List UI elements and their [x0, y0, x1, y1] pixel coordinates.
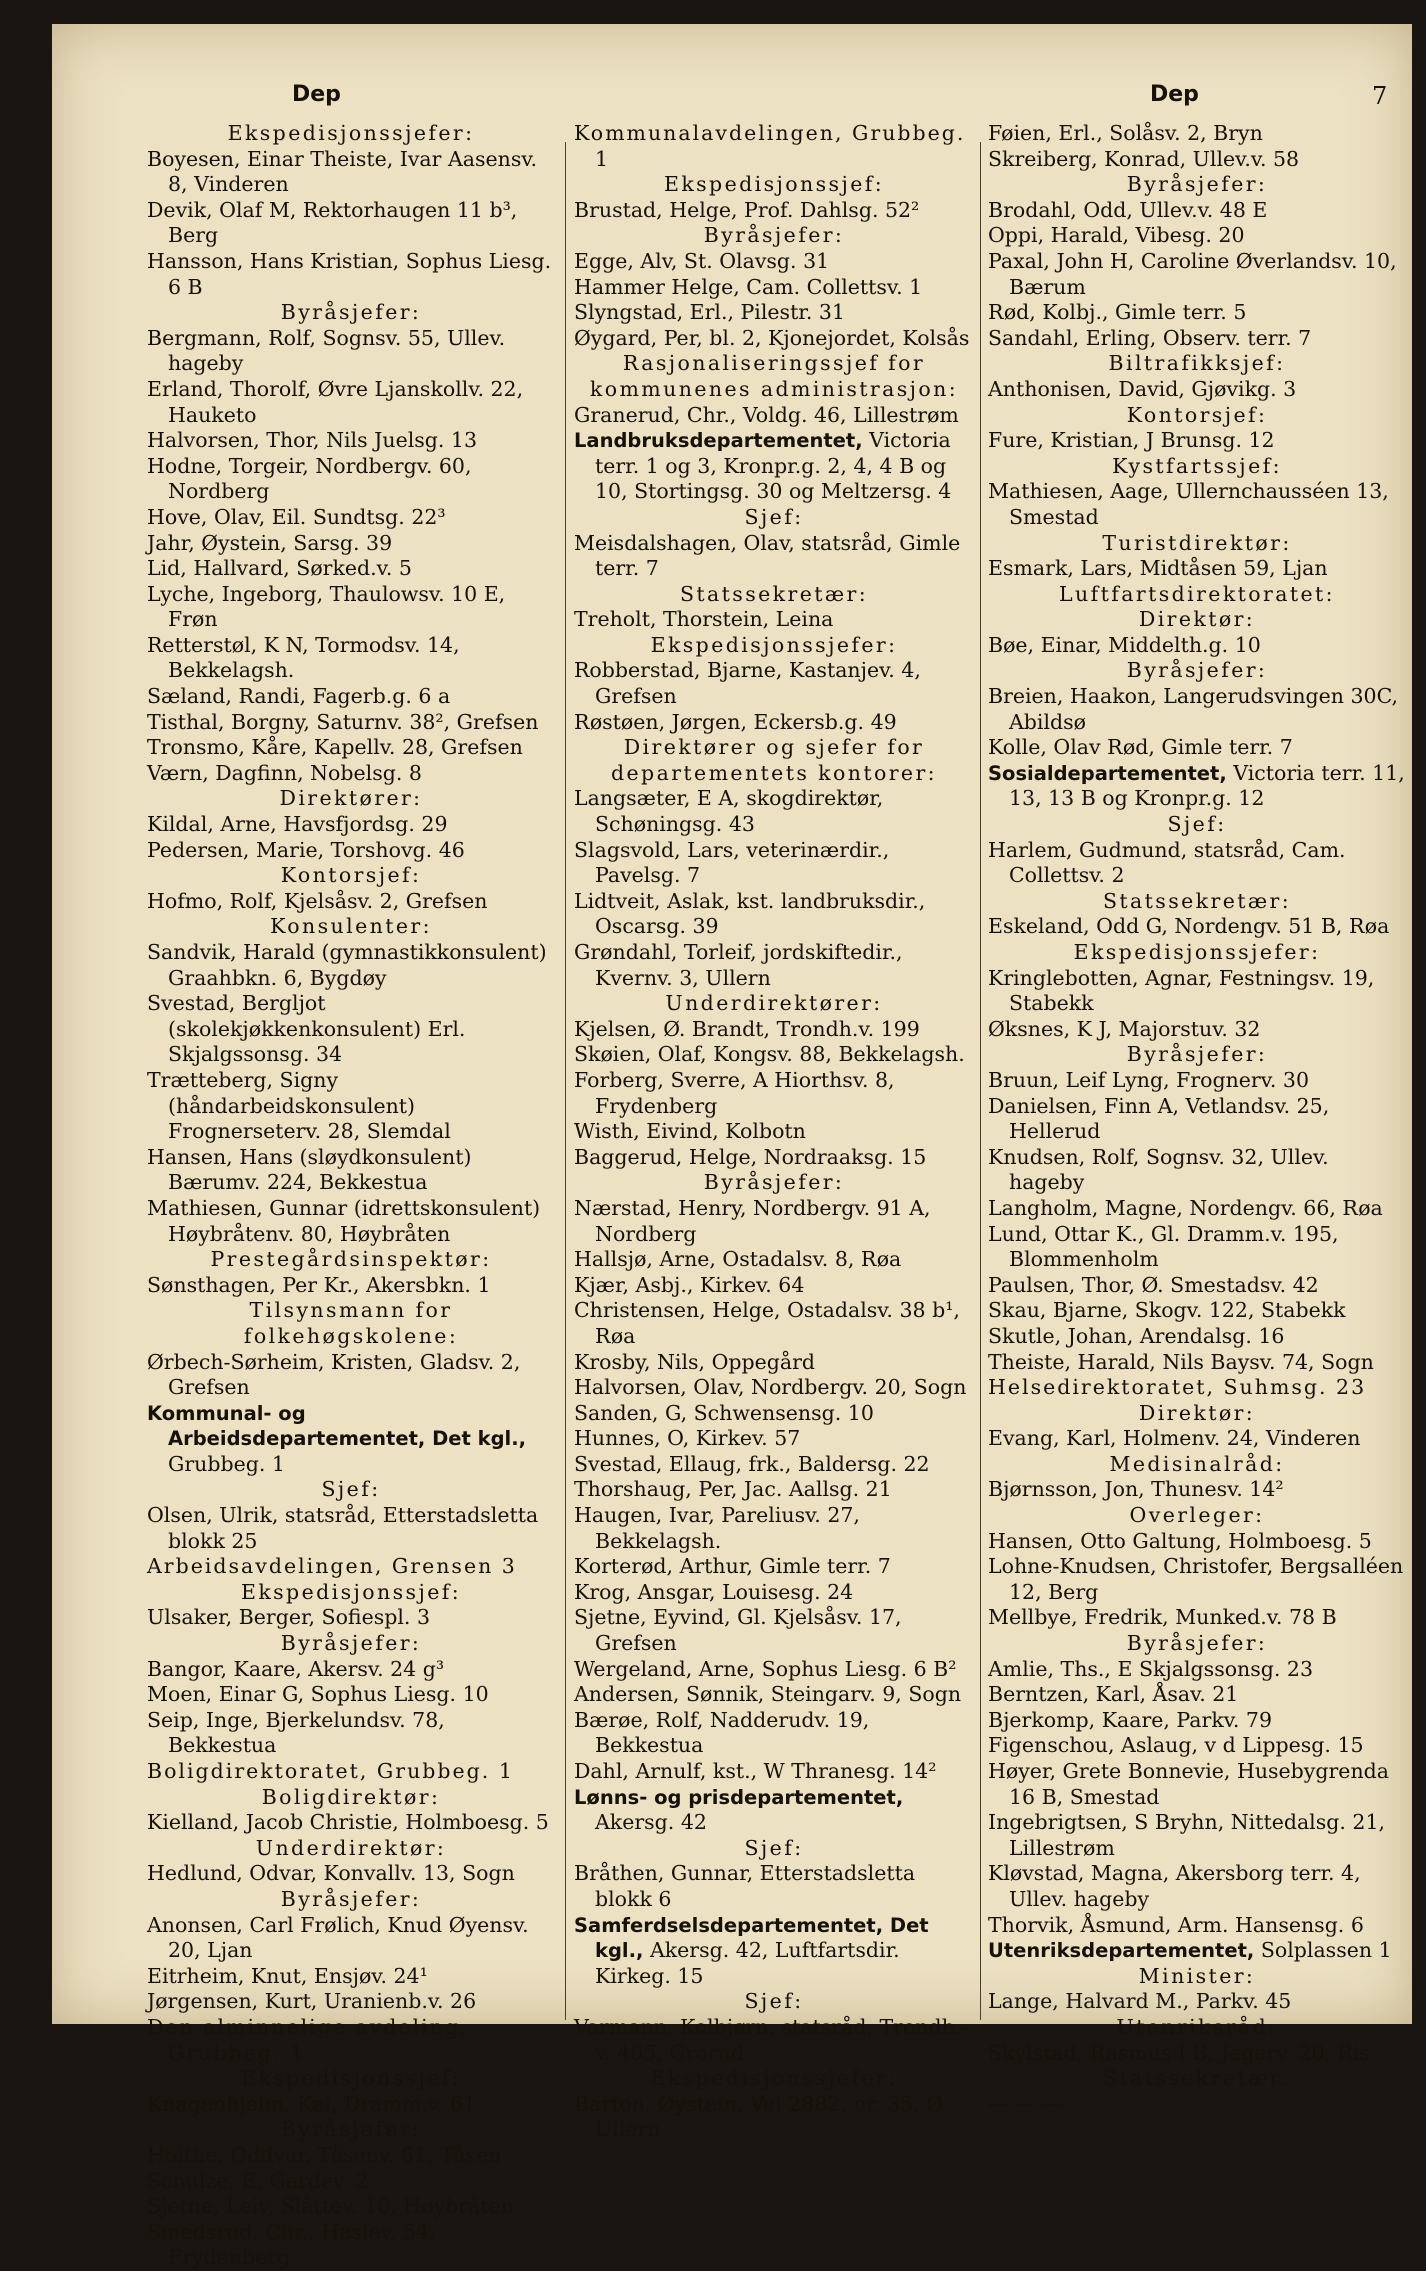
- section-heading: Byråsjefer:: [1126, 1631, 1268, 1656]
- directory-entry: Langsæter, E A, skogdirektør, Schøningsg. 43: [574, 786, 884, 837]
- directory-entry: Kringlebotten, Agnar, Festningsv. 19, Stabekk: [988, 965, 1375, 1016]
- directory-entry: Mellbye, Fredrik, Munked.v. 78 B: [988, 1605, 1337, 1630]
- directory-entry: Evang, Karl, Holmenv. 24, Vinderen: [988, 1426, 1361, 1451]
- section-heading: Direktører:: [279, 786, 423, 811]
- directory-entry: Lid, Hallvard, Sørked.v. 5: [147, 556, 412, 581]
- directory-entry: Anthonisen, David, Gjøvikg. 3: [988, 376, 1297, 401]
- department-entry: [574, 1785, 974, 1836]
- directory-entry: Egge, Alv, St. Olavsg. 31: [574, 248, 830, 273]
- directory-entry: Sæland, Randi, Fagerb.g. 6 a: [147, 684, 451, 709]
- directory-entry: Skreiberg, Konrad, Ullev.v. 58: [988, 146, 1300, 171]
- directory-entry: Røstøen, Jørgen, Eckersb.g. 49: [574, 709, 897, 734]
- directory-entry: Bruun, Leif Lyng, Frognerv. 30: [988, 1067, 1309, 1092]
- directory-entry: Esmark, Lars, Midtåsen 59, Ljan: [988, 556, 1328, 581]
- section-heading: Statssekretær:: [1102, 888, 1292, 913]
- directory-entry: Amlie, Ths., E Skjalgssonsg. 23: [988, 1656, 1314, 1681]
- directory-entry: Smedsrud, Chr., Haslev. 54, Frydenberg: [147, 2219, 436, 2270]
- directory-entry: Barton, Øystein, Vei 2882, nr. 35, Ø Ullern: [574, 2091, 944, 2142]
- directory-entry: Langholm, Magne, Nordengv. 66, Røa: [988, 1195, 1383, 1220]
- directory-entry: Korterød, Arthur, Gimle terr. 7: [574, 1554, 891, 1579]
- directory-entry: Treholt, Thorstein, Leina: [574, 607, 834, 632]
- department-name: Samferdselsdepartementet, Det kgl.,: [574, 1913, 929, 1963]
- directory-entry: Lyche, Ingeborg, Thaulowsv. 10 E, Frøn: [147, 581, 506, 632]
- directory-entry: Dahl, Arnulf, kst., W Thranesg. 14²: [574, 1759, 937, 1783]
- section-heading: Ekspedisjonssjefer:: [650, 2066, 898, 2091]
- directory-entry: Tronsmo, Kåre, Kapellv. 28, Grefsen: [147, 735, 523, 760]
- directory-entry: Granerud, Chr., Voldg. 46, Lillestrøm: [574, 402, 959, 427]
- directory-entry: Oppi, Harald, Vibesg. 20: [988, 223, 1245, 248]
- section-heading: Konsulenter:: [270, 914, 432, 939]
- directory-page: [52, 24, 1412, 2270]
- directory-entry: Harlem, Gudmund, statsråd, Cam. Collettsv. 2: [988, 837, 1346, 888]
- department-name: Utenriksdepartementet,: [988, 1939, 1255, 1963]
- section-heading: Overleger:: [1129, 1503, 1265, 1528]
- directory-entry: Krosby, Nils, Oppegård: [574, 1349, 816, 1374]
- section-heading: departementets kontorer:: [611, 760, 937, 785]
- section-heading: Sjef:: [744, 1989, 804, 2014]
- directory-entry: Paxal, John H, Caroline Øverlandsv. 10, Bærum: [988, 248, 1397, 299]
- directory-entry: Lund, Ottar K., Gl. Dramm.v. 195, Blommenholm: [988, 1221, 1339, 1272]
- subdivision-heading: Helsedirektoratet, Suhmsg. 23: [988, 1375, 1367, 1400]
- section-heading: Ekspedisjonssjefer:: [650, 632, 898, 657]
- directory-entry: Danielsen, Finn A, Vetlandsv. 25, Hellerud: [988, 1093, 1330, 1144]
- department-entry: [988, 761, 1406, 812]
- directory-entry: Svestad, Ellaug, frk., Baldersg. 22: [574, 1451, 930, 1476]
- directory-entry: Christensen, Helge, Ostadalsv. 38 b¹, Røa: [574, 1298, 960, 1348]
- column-rule: [565, 142, 566, 2020]
- section-heading: Byråsjefer:: [1126, 172, 1268, 197]
- directory-entry: Knagenhjelm, Kai, Dramm.v. 61: [147, 2091, 477, 2116]
- directory-entry: Forberg, Sverre, A Hiorthsv. 8, Frydenberg: [574, 1067, 895, 1118]
- subdivision-heading: Boligdirektoratet, Grubbeg. 1: [147, 1759, 514, 1783]
- department-entry: [574, 1913, 974, 1990]
- section-heading: Kystfartssjef:: [1112, 453, 1282, 478]
- section-heading: Sjef:: [1167, 812, 1227, 837]
- section-heading: Sjef:: [744, 504, 804, 529]
- section-heading: Tilsynsmann for: [249, 1298, 453, 1323]
- directory-entry: Kjelsen, Ø. Brandt, Trondh.v. 199: [574, 1016, 920, 1041]
- directory-entry: Kolle, Olav Rød, Gimle terr. 7: [988, 735, 1293, 760]
- directory-entry: Thorvik, Åsmund, Arm. Hansensg. 6: [988, 1912, 1364, 1937]
- section-heading: Minister:: [1138, 1963, 1256, 1988]
- section-heading: Underdirektør:: [255, 1835, 447, 1860]
- directory-entry: Kjær, Asbj., Kirkev. 64: [574, 1272, 805, 1297]
- directory-entry: Moen, Einar G, Sophus Liesg. 10: [147, 1682, 489, 1707]
- directory-entry: Tisthal, Borgny, Saturnv. 38², Grefsen: [147, 709, 539, 734]
- directory-entry: Eitrheim, Knut, Ensjøv. 24¹: [147, 1963, 428, 1988]
- directory-entry: Sandahl, Erling, Observ. terr. 7: [988, 325, 1312, 350]
- subdivision-heading: Den alminnelige avdeling, Grubbeg. 1: [147, 2014, 469, 2065]
- directory-entry: — — —: [988, 2091, 1063, 2116]
- section-heading: Direktører og sjefer for: [623, 735, 925, 760]
- directory-entry: Brodahl, Odd, Ullev.v. 48 E: [988, 197, 1268, 222]
- section-heading: Turistdirektør:: [1102, 530, 1292, 555]
- directory-entry: Olsen, Ulrik, statsråd, Etterstadsletta blokk 25: [147, 1503, 539, 1553]
- directory-entry: Øygard, Per, bl. 2, Kjonejordet, Kolsås: [574, 325, 970, 350]
- directory-entry: Wisth, Eivind, Kolbotn: [574, 1119, 806, 1144]
- directory-entry: Ingebrigtsen, S Bryhn, Nittedalsg. 21, Lillestrøm: [988, 1810, 1386, 1860]
- page-number: 7: [1372, 82, 1388, 110]
- section-heading: Kontorsjef:: [280, 863, 422, 888]
- directory-entry: Hove, Olav, Eil. Sundtsg. 22³: [147, 504, 446, 529]
- section-heading: Ekspedisjonssjefer:: [227, 121, 475, 145]
- section-heading: Luftfartsdirektoratet:: [1059, 581, 1335, 606]
- directory-entry: Varmann, Kolbjørn, statsråd, Trondh.-v. 405, Grorud: [574, 2014, 969, 2065]
- directory-entry: Skøien, Olaf, Kongsv. 88, Bekkelagsh.: [574, 1042, 965, 1067]
- directory-entry: Svestad, Bergljot (skolekjøkkenkonsulent) Erl. Skjalgssonsg. 34: [147, 991, 466, 1067]
- directory-entry: Berntzen, Karl, Åsav. 21: [988, 1682, 1239, 1707]
- directory-entry: Bøe, Einar, Middelth.g. 10: [988, 632, 1261, 657]
- directory-entry: Retterstøl, K N, Tormodsv. 14, Bekkelagsh.: [147, 632, 460, 683]
- directory-entry: Halvorsen, Thor, Nils Juelsg. 13: [147, 428, 478, 453]
- section-heading: Rasjonaliseringssjef for: [622, 351, 926, 376]
- directory-entry: Eskeland, Odd G, Nordengv. 51 B, Røa: [988, 914, 1390, 939]
- subdivision-heading: Arbeidsavdelingen, Grensen 3: [147, 1554, 517, 1579]
- directory-entry: Holthe, Oddvar, Tåsenv. 61, Tåsen: [147, 2142, 502, 2167]
- directory-entry: Hallsjø, Arne, Ostadalsv. 8, Røa: [574, 1247, 902, 1272]
- section-heading: Ekspedisjonssjefer:: [1073, 940, 1321, 964]
- section-heading: folkehøgskolene:: [243, 1323, 459, 1348]
- department-address: Akersg. 42: [595, 1810, 707, 1835]
- directory-entry: Fure, Kristian, J Brunsg. 12: [988, 428, 1275, 453]
- directory-entry: Mathiesen, Gunnar (idrettskonsulent) Høybråtenv. 80, Høybråten: [147, 1195, 541, 1246]
- section-heading: Sjef:: [321, 1477, 381, 1502]
- directory-entry: Ørbech-Sørheim, Kristen, Gladsv. 2, Grefsen: [147, 1349, 521, 1400]
- directory-entry: Breien, Haakon, Langerudsvingen 30C, Abildsø: [988, 684, 1399, 734]
- section-heading: Direktør:: [1138, 607, 1256, 632]
- directory-entry: Wergeland, Arne, Sophus Liesg. 6 B²: [574, 1656, 957, 1681]
- directory-entry: Boyesen, Einar Theiste, Ivar Aasensv. 8, Vinderen: [147, 146, 538, 197]
- directory-entry: Bergmann, Rolf, Sognsv. 55, Ullev. hageby: [147, 325, 506, 376]
- directory-entry: Bangor, Kaare, Akersv. 24 g³: [147, 1656, 445, 1681]
- directory-entry: Pedersen, Marie, Torshovg. 46: [147, 837, 465, 862]
- directory-entry: Erland, Thorolf, Øvre Ljanskollv. 22, Hauketo: [147, 376, 524, 427]
- section-heading: Byråsjefer:: [280, 2117, 422, 2142]
- directory-entry: Jahr, Øystein, Sarsg. 39: [147, 530, 393, 555]
- department-address: Grubbeg. 1: [168, 1451, 285, 1476]
- section-heading: kommunenes administrasjon:: [589, 376, 959, 401]
- directory-entry: Lidtveit, Aslak, kst. landbruksdir., Oscarsg. 39: [574, 888, 926, 939]
- section-heading: Byråsjefer:: [703, 223, 845, 248]
- directory-entry: Halvorsen, Olav, Nordbergv. 20, Sogn: [574, 1375, 967, 1400]
- section-heading: Byråsjefer:: [280, 300, 422, 325]
- directory-entry: Bjerkomp, Kaare, Parkv. 79: [988, 1707, 1273, 1732]
- directory-entry: Schulze, E, Gardev. 2: [147, 2168, 369, 2193]
- directory-entry: Bjørnsson, Jon, Thunesv. 14²: [988, 1477, 1284, 1502]
- directory-entry: Kildal, Arne, Havsfjordsg. 29: [147, 812, 448, 837]
- section-heading: Biltrafikksjef:: [1108, 351, 1286, 376]
- directory-entry: Lohne-Knudsen, Christofer, Bergsalléen 12, Berg: [988, 1554, 1404, 1604]
- directory-entry: Hodne, Torgeir, Nordbergv. 60, Nordberg: [147, 453, 472, 504]
- section-heading: Underdirektører:: [665, 991, 883, 1016]
- section-heading: Ekspedisjonssjef:: [240, 2066, 462, 2091]
- directory-entry: Kløvstad, Magna, Akersborg terr. 4, Ullev. hageby: [988, 1861, 1361, 1911]
- directory-entry: Slyngstad, Erl., Pilestr. 31: [574, 300, 845, 325]
- directory-entry: Slagsvold, Lars, veterinærdir., Pavelsg. 7: [574, 837, 890, 888]
- section-heading: Medisinalråd:: [1109, 1451, 1285, 1476]
- department-entry: [574, 428, 974, 505]
- section-heading: Ekspedisjonssjef:: [663, 172, 885, 197]
- directory-entry: Krog, Ansgar, Louisesg. 24: [574, 1579, 854, 1604]
- directory-entry: Øksnes, K J, Majorstuv. 32: [988, 1016, 1261, 1041]
- department-address: Victoria terr. 1 og 3, Kronpr.g. 2, 4, 4 B og 10, Stortingsg. 30 og Meltzersg. 4: [595, 428, 952, 504]
- column-rule: [980, 142, 981, 2020]
- department-address: Victoria terr. 11, 13, 13 B og Kronpr.g. 12: [1009, 760, 1405, 811]
- department-address: Akersg. 42, Luftfartsdir. Kirkeg. 15: [595, 1938, 900, 1988]
- directory-entry: Meisdalshagen, Olav, statsråd, Gimle terr. 7: [574, 530, 961, 581]
- column-3: [988, 121, 1406, 2117]
- directory-entry: Hansen, Otto Galtung, Holmboesg. 5: [988, 1528, 1372, 1553]
- directory-entry: Nærstad, Henry, Nordbergv. 91 A, Nordberg: [574, 1195, 931, 1246]
- directory-entry: Bærøe, Rolf, Nadderudv. 19, Bekkestua: [574, 1707, 870, 1758]
- directory-entry: Trætteberg, Signy (håndarbeidskonsulent) Frognerseterv. 28, Slemdal: [147, 1067, 451, 1144]
- directory-entry: Robberstad, Bjarne, Kastanjev. 4, Grefsen: [574, 658, 921, 709]
- department-entry: [147, 1401, 555, 1478]
- section-heading: Byråsjefer:: [1126, 658, 1268, 683]
- department-name: Kommunal- og Arbeidsdepartementet, Det kgl.,: [147, 1401, 527, 1451]
- section-heading: Ekspedisjonssjef:: [240, 1579, 462, 1604]
- directory-entry: Brustad, Helge, Prof. Dahlsg. 52²: [574, 197, 920, 222]
- directory-entry: Ulsaker, Berger, Sofiespl. 3: [147, 1605, 431, 1630]
- department-name: Sosialdepartementet,: [988, 761, 1227, 785]
- section-heading: Byråsjefer:: [703, 1170, 845, 1195]
- directory-entry: Høyer, Grete Bonnevie, Husebygrenda 16 B, Smestad: [988, 1759, 1389, 1809]
- section-heading: Prestegårdsinspektør:: [210, 1247, 492, 1272]
- directory-entry: Værn, Dagfinn, Nobelsg. 8: [147, 760, 422, 785]
- subdivision-heading: Kommunalavdelingen, Grubbeg. 1: [574, 121, 966, 171]
- directory-entry: Hansson, Hans Kristian, Sophus Liesg. 6 B: [147, 248, 552, 299]
- section-heading: Byråsjefer:: [1126, 1042, 1268, 1067]
- directory-entry: Sanden, G, Schwensensg. 10: [574, 1400, 874, 1425]
- directory-entry: Sønsthagen, Per Kr., Akersbkn. 1: [147, 1272, 491, 1297]
- section-heading: Kontorsjef:: [1126, 402, 1268, 427]
- section-heading: Byråsjefer:: [280, 1631, 422, 1656]
- directory-entry: Lange, Halvard M., Parkv. 45: [988, 1989, 1292, 2014]
- directory-entry: Seip, Inge, Bjerkelundsv. 78, Bekkestua: [147, 1707, 445, 1758]
- directory-entry: Hunnes, O, Kirkev. 57: [574, 1426, 801, 1451]
- section-heading: Utenriksråd:: [1116, 2014, 1278, 2039]
- directory-entry: Føien, Erl., Solåsv. 2, Bryn: [988, 121, 1263, 145]
- column-2: [574, 121, 974, 2143]
- directory-entry: Skylstad, Rasmus I B, Jegerv. 20, Ris: [988, 2040, 1370, 2065]
- directory-entry: Figenschou, Aslaug, v d Lippesg. 15: [988, 1733, 1364, 1758]
- running-header-right: Dep: [1150, 82, 1199, 107]
- directory-entry: Mathiesen, Aage, Ullernchausséen 13, Smestad: [988, 479, 1389, 529]
- directory-entry: Jørgensen, Kurt, Uranienb.v. 26: [147, 1989, 477, 2014]
- directory-entry: Grøndahl, Torleif, jordskiftedir., Kvernv. 3, Ullern: [574, 940, 903, 990]
- section-heading: Statssekretær:: [1102, 2066, 1292, 2091]
- directory-entry: Hammer Helge, Cam. Collettsv. 1: [574, 274, 923, 299]
- directory-entry: Baggerud, Helge, Nordraaksg. 15: [574, 1144, 927, 1169]
- department-address: Solplassen 1: [1254, 1938, 1392, 1963]
- directory-entry: Paulsen, Thor, Ø. Smestadsv. 42: [988, 1272, 1319, 1297]
- directory-entry: Hofmo, Rolf, Kjelsåsv. 2, Grefsen: [147, 888, 488, 913]
- directory-entry: Skau, Bjarne, Skogv. 122, Stabekk: [988, 1298, 1346, 1323]
- directory-entry: Theiste, Harald, Nils Baysv. 74, Sogn: [988, 1349, 1374, 1374]
- section-heading: Byråsjefer:: [280, 1886, 422, 1911]
- directory-entry: Hansen, Hans (sløydkonsulent) Bærumv. 224, Bekkestua: [147, 1144, 472, 1195]
- directory-entry: Sandvik, Harald (gymnastikkonsulent) Graahbkn. 6, Bygdøy: [147, 940, 547, 990]
- directory-entry: Rød, Kolbj., Gimle terr. 5: [988, 300, 1247, 325]
- directory-entry: Knudsen, Rolf, Sognsv. 32, Ullev. hageby: [988, 1144, 1329, 1195]
- directory-entry: Anonsen, Carl Frølich, Knud Øyensv. 20, Ljan: [147, 1912, 529, 1963]
- directory-entry: Bråthen, Gunnar, Etterstadsletta blokk 6: [574, 1861, 916, 1911]
- directory-entry: Thorshaug, Per, Jac. Aallsg. 21: [574, 1477, 892, 1502]
- department-name: Landbruksdepartementet,: [574, 429, 863, 453]
- section-heading: Boligdirektør:: [261, 1784, 441, 1809]
- directory-entry: Devik, Olaf M, Rektorhaugen 11 b³, Berg: [147, 197, 518, 248]
- directory-entry: Haugen, Ivar, Pareliusv. 27, Bekkelagsh.: [574, 1503, 860, 1553]
- directory-entry: Sjetne, Leiv, Slåttev. 10, Høybråten: [147, 2194, 514, 2219]
- section-heading: Direktør:: [1138, 1400, 1256, 1425]
- directory-entry: Hedlund, Odvar, Konvallv. 13, Sogn: [147, 1861, 515, 1886]
- directory-entry: Sjetne, Eyvind, Gl. Kjelsåsv. 17, Grefsen: [574, 1605, 902, 1656]
- column-1: [147, 121, 555, 2271]
- directory-entry: Andersen, Sønnik, Steingarv. 9, Sogn: [574, 1682, 962, 1707]
- department-name: Lønns- og prisdepartementet,: [574, 1785, 904, 1809]
- section-heading: Sjef:: [744, 1835, 804, 1860]
- directory-entry: Kielland, Jacob Christie, Holmboesg. 5: [147, 1810, 549, 1835]
- department-entry: [988, 1938, 1406, 1964]
- running-header-left: Dep: [292, 82, 341, 107]
- directory-entry: Skutle, Johan, Arendalsg. 16: [988, 1323, 1285, 1348]
- section-heading: Statssekretær:: [679, 581, 869, 606]
